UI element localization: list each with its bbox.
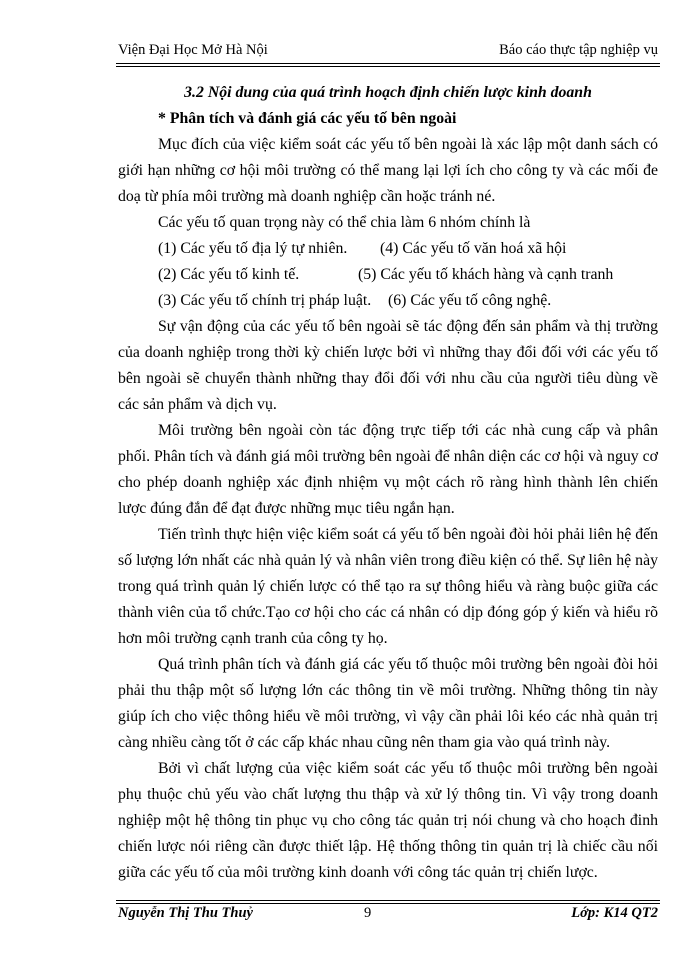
factor-row-3	[118, 288, 658, 314]
factor-item-4: (4) Các yếu tố văn hoá xã hội	[380, 240, 567, 257]
subheading: * Phân tích và đánh giá các yếu tố bên ngoài	[158, 110, 457, 127]
section-title: 3.2 Nội dung của quá trình hoạch định chiến lược kinh doanh	[184, 84, 592, 101]
footer-class: Lớp: K14 QT2	[571, 905, 658, 921]
footer-rule-thick	[116, 903, 660, 904]
factor-item-5: (5) Các yếu tố khách hàng và cạnh tranh	[358, 266, 614, 283]
factor-item-2: (2) Các yếu tố kinh tế.	[158, 266, 300, 283]
footer-author: Nguyễn Thị Thu Thuỷ	[118, 905, 253, 921]
paragraph-6: Quá trình phân tích và đánh giá các yếu tố thuộc môi trường bên ngoài đòi hỏi phải thu thập một số lượng lớn các thông tin về môi trường. Những thông tin này giúp ích cho việc thông hiểu về môi trường, vì vậy cần phải lôi kéo các nhà quản trị càng nhiều càng tốt ở các cấp khác nhau cũng nên tham gia vào quá trình này.	[118, 656, 658, 751]
header-institution: Viện Đại Học Mở Hà Nội	[118, 42, 268, 58]
factor-row-2	[118, 262, 658, 288]
page-footer	[118, 905, 658, 927]
factor-item-1: (1) Các yếu tố địa lý tự nhiên.	[158, 240, 348, 257]
footer-rule-thin	[116, 900, 660, 901]
header-rule-thick	[116, 63, 660, 64]
paragraph-2: Các yếu tố quan trọng này có thể chia làm 6 nhóm chính là	[158, 214, 531, 231]
factor-row-1	[118, 236, 658, 262]
paragraph-1: Mục đích của việc kiểm soát các yếu tố bên ngoài là xác lập một danh sách có giới hạn những cơ hội môi trường có thể mang lại lợi ích cho công ty và các mối đe doạ từ phía môi trường mà doanh nghiệp cần hoặc tránh né.	[118, 136, 658, 205]
document-body	[118, 80, 658, 886]
header-report-title: Báo cáo thực tập nghiệp vụ	[499, 42, 658, 58]
factor-item-6: (6) Các yếu tố công nghệ.	[388, 292, 552, 309]
header-rule-thin	[116, 66, 660, 67]
paragraph-5: Tiến trình thực hiện việc kiểm soát cá yếu tố bên ngoài đòi hỏi phải liên hệ đến số lượng lớn nhất các nhà quản lý và nhân viên trong điều kiện có thể. Sự liên hệ này trong quá trình quản lý chiến lược có thể tạo ra sự thông hiểu và ràng buộc giữa các thành viên của tổ chức.Tạo cơ hội cho các cá nhân có dịp đóng góp ý kiến và hiểu rõ hơn môi trường cạnh tranh của công ty họ.	[118, 526, 658, 647]
paragraph-3: Sự vận động của các yếu tố bên ngoài sẽ tác động đến sản phẩm và thị trường của doanh nghiệp trong thời kỳ chiến lược bởi vì những thay đổi đối với các yếu tố bên ngoài sẽ chuyển thành những thay đổi đối với nhu cầu của người tiêu dùng về các sản phẩm và dịch vụ.	[118, 318, 658, 413]
page-header	[118, 42, 658, 62]
factor-item-3: (3) Các yếu tố chính trị pháp luật.	[158, 292, 372, 309]
page-number: 9	[364, 905, 372, 921]
paragraph-4: Môi trường bên ngoài còn tác động trực tiếp tới các nhà cung cấp và phân phối. Phân tích và đánh giá môi trường bên ngoài để nhân diện các cơ hội và nguy cơ cho phép doanh nghiệp xác định nhiệm vụ một cách rõ ràng hình thành lên chiến lược đúng đắn để đạt được những mục tiêu ngắn hạn.	[118, 422, 658, 517]
paragraph-7: Bởi vì chất lượng của việc kiểm soát các yếu tố thuộc môi trường bên ngoài phụ thuộc chủ yếu vào chất lượng thu thập và xử lý thông tin. Vì vậy trong doanh nghiệp một hệ thông tin phục vụ cho công tác quản trị nói chung và cho hoạch đinh chiến lược nói riêng cần được thiết lập. Hệ thống thông tin quản trị là chiếc cầu nối giữa các yếu tố của môi trường kinh doanh với công tác quản trị chiến lược.	[118, 760, 658, 881]
